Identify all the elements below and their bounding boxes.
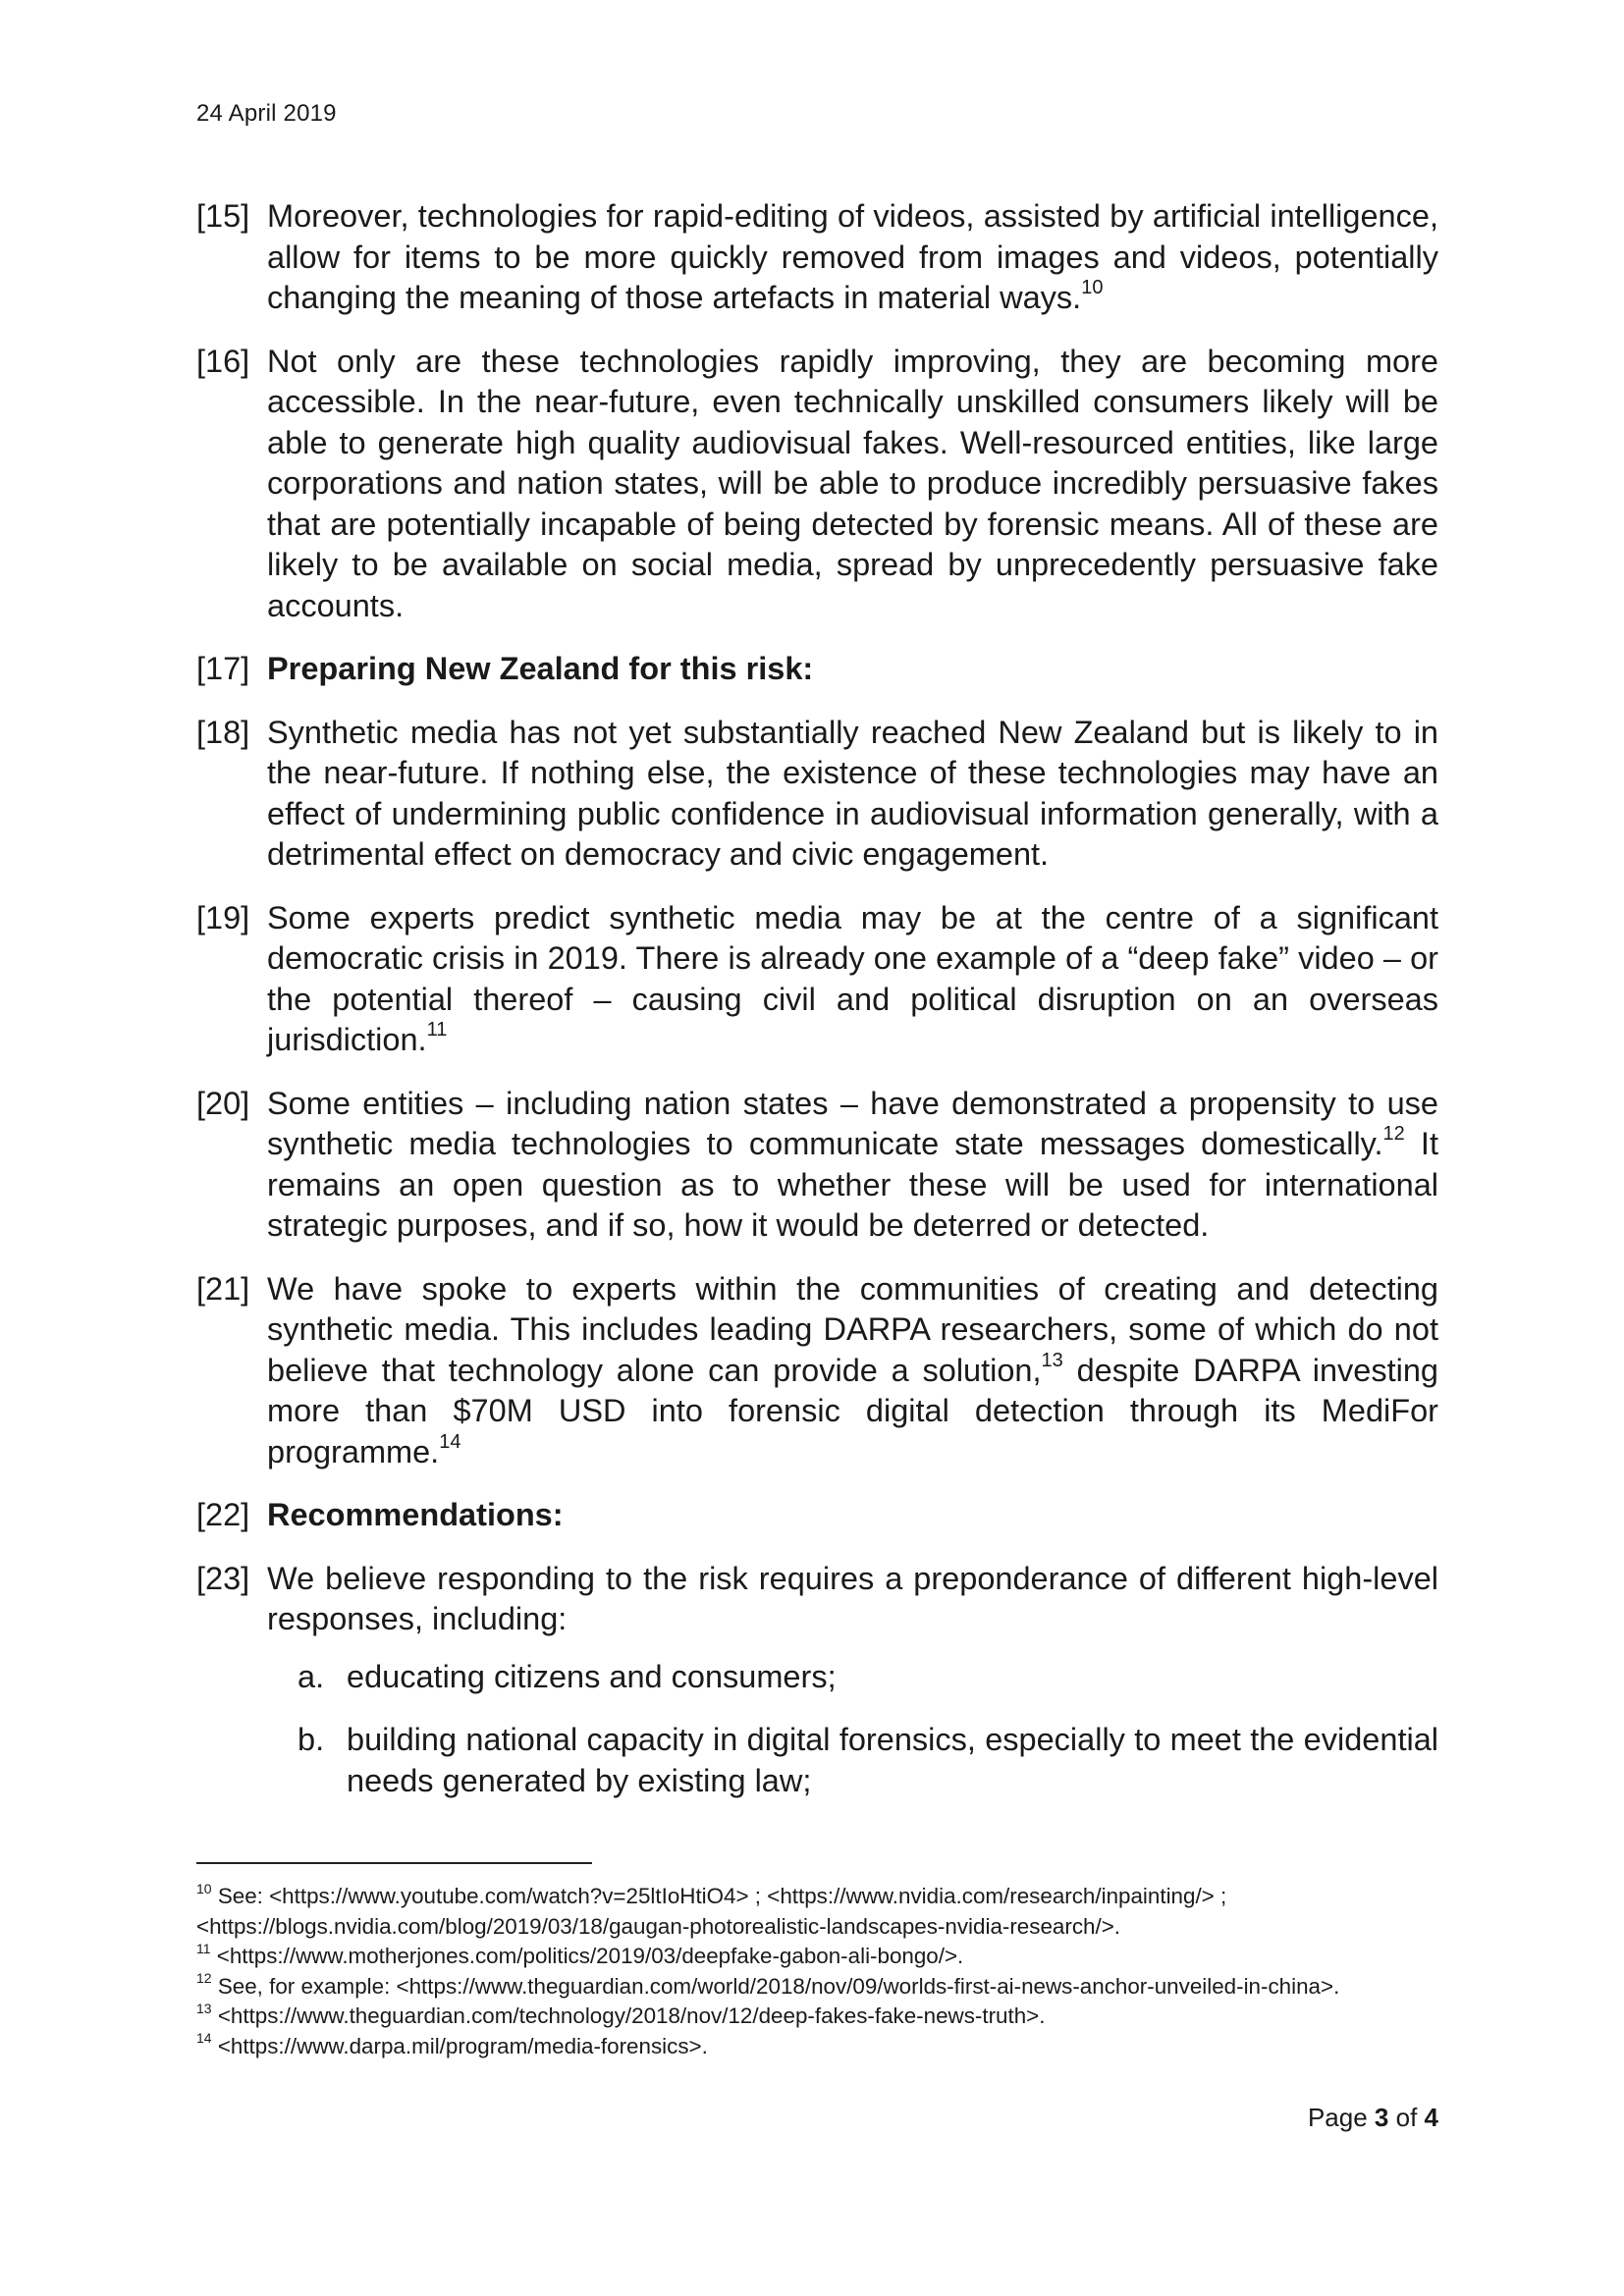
list-item xyxy=(196,1720,1438,1801)
page-current: 3 xyxy=(1374,2103,1389,2132)
paragraph-19 xyxy=(196,898,1438,1061)
document-date: 24 April 2019 xyxy=(196,100,337,127)
footnote-ref-11[interactable]: 11 xyxy=(426,1019,448,1041)
paragraph-number: [15] xyxy=(196,198,250,234)
section-heading-preparing: Preparing New Zealand for this risk: xyxy=(267,651,814,686)
page-label: Page xyxy=(1307,2103,1368,2132)
paragraph-number: [17] xyxy=(196,651,250,686)
footnote-13 xyxy=(196,2002,1438,2032)
list-item-text: building national capacity in digital forensics, especially to meet the evidential needs generated by existing law; xyxy=(347,1722,1438,1798)
paragraph-number: [22] xyxy=(196,1497,250,1532)
paragraph-text: Not only are these technologies rapidly improving, they are becoming more accessible. In the near-future, even technically unskilled consumers likely will be able to generate high quality audiovisual fakes. Well-resourced entities, like large corporations and nation states, will be able to produce incredibly persuasive fakes that are potentially incapable of being detected by forensic means. All of these are likely to be available on social media, spread by unprecedently persuasive fake accounts. xyxy=(267,343,1438,623)
section-heading-recommendations: Recommendations: xyxy=(267,1497,564,1532)
footnote-14 xyxy=(196,2032,1438,2062)
footnote-11 xyxy=(196,1942,1438,1972)
footnotes xyxy=(196,1882,1438,2061)
footnote-separator xyxy=(196,1862,592,1864)
list-item-letter: a. xyxy=(298,1658,325,1694)
footnote-12 xyxy=(196,1972,1438,2002)
recommendations-list xyxy=(196,1657,1438,1802)
list-item-text: educating citizens and consumers; xyxy=(347,1658,837,1694)
page-number xyxy=(1308,2103,1438,2133)
paragraph-16 xyxy=(196,342,1438,627)
paragraph-20 xyxy=(196,1084,1438,1247)
footnote-number: 13 xyxy=(196,2000,212,2016)
paragraph-number: [19] xyxy=(196,899,250,935)
footnote-text: See, for example: <https://www.theguardian.com/world/2018/nov/09/worlds-first-ai-news-anchor-unveiled-in-china>. xyxy=(217,1973,1340,1999)
footnote-number: 14 xyxy=(196,2030,212,2047)
footnote-number: 10 xyxy=(196,1880,212,1896)
paragraph-22 xyxy=(196,1495,1438,1536)
footnote-number: 12 xyxy=(196,1970,212,1987)
list-item xyxy=(196,1657,1438,1698)
paragraph-number: [23] xyxy=(196,1560,250,1596)
footnote-number: 11 xyxy=(196,1940,211,1956)
footnote-ref-12[interactable]: 12 xyxy=(1382,1123,1405,1146)
paragraph-text-continued: despite DARPA investing more than $70M USD into forensic digital detection through its MediFor programme. xyxy=(267,1352,1438,1469)
footnote-text: <https://www.motherjones.com/politics/2019/03/deepfake-gabon-ali-bongo/>. xyxy=(216,1944,964,1968)
footnote-10 xyxy=(196,1882,1438,1942)
footnote-ref-10[interactable]: 10 xyxy=(1081,277,1104,299)
paragraph-23 xyxy=(196,1559,1438,1640)
page-total: 4 xyxy=(1424,2103,1438,2132)
paragraph-number: [21] xyxy=(196,1270,250,1307)
footnote-ref-14[interactable]: 14 xyxy=(439,1430,461,1453)
paragraph-number: [18] xyxy=(196,714,250,750)
list-item-letter: b. xyxy=(298,1722,325,1757)
footnote-ref-13[interactable]: 13 xyxy=(1041,1349,1063,1371)
paragraph-number: [20] xyxy=(196,1085,250,1121)
paragraph-21 xyxy=(196,1269,1438,1473)
paragraph-15 xyxy=(196,196,1438,319)
paragraph-text: Some experts predict synthetic media may be at the centre of a significant democratic crisis in 2019. There is already one example of a “deep fake” video – or the potential thereof – causing civil and political disruption on an overseas jurisdiction. xyxy=(267,899,1438,1057)
paragraph-18 xyxy=(196,713,1438,876)
paragraph-text: Moreover, technologies for rapid-editing of videos, assisted by artificial intelligence, allow for items to be more quickly removed from images and videos, potentially changing the meaning of those artefacts in material ways. xyxy=(267,198,1438,315)
footnote-text: <https://www.theguardian.com/technology/2018/nov/12/deep-fakes-fake-news-truth>. xyxy=(217,2003,1046,2028)
footnote-text: <https://www.darpa.mil/program/media-forensics>. xyxy=(217,2033,708,2058)
paragraph-number: [16] xyxy=(196,343,250,379)
paragraph-text: We have spoke to experts within the communities of creating and detecting synthetic media. This includes leading DARPA researchers, some of which do not believe that technology alone can provide a solution, xyxy=(267,1270,1438,1388)
footnote-text: See: <https://www.youtube.com/watch?v=25ltIoHtiO4> ; <https://www.nvidia.com/research/inpainting/> ; <https://blogs.nvidia.com/blog/2019/03/18/gaugan-photorealistic-landscapes-nvidia-research/>. xyxy=(196,1884,1227,1939)
paragraph-text-continued: It remains an open question as to whether these will be used for international strategic purposes, and if so, how it would be deterred or detected. xyxy=(267,1126,1438,1243)
paragraph-text: Some entities – including nation states – have demonstrated a propensity to use synthetic media technologies to communicate state messages domestically. xyxy=(267,1085,1438,1161)
paragraph-text: Synthetic media has not yet substantially reached New Zealand but is likely to in the near-future. If nothing else, the existence of these technologies may have an effect of undermining public confidence in audiovisual information generally, with a detrimental effect on democracy and civic engagement. xyxy=(267,714,1438,872)
document-body xyxy=(196,196,1438,1824)
of-label: of xyxy=(1395,2103,1418,2132)
paragraph-text: We believe responding to the risk requires a preponderance of different high-level responses, including: xyxy=(267,1560,1438,1636)
paragraph-17 xyxy=(196,649,1438,690)
